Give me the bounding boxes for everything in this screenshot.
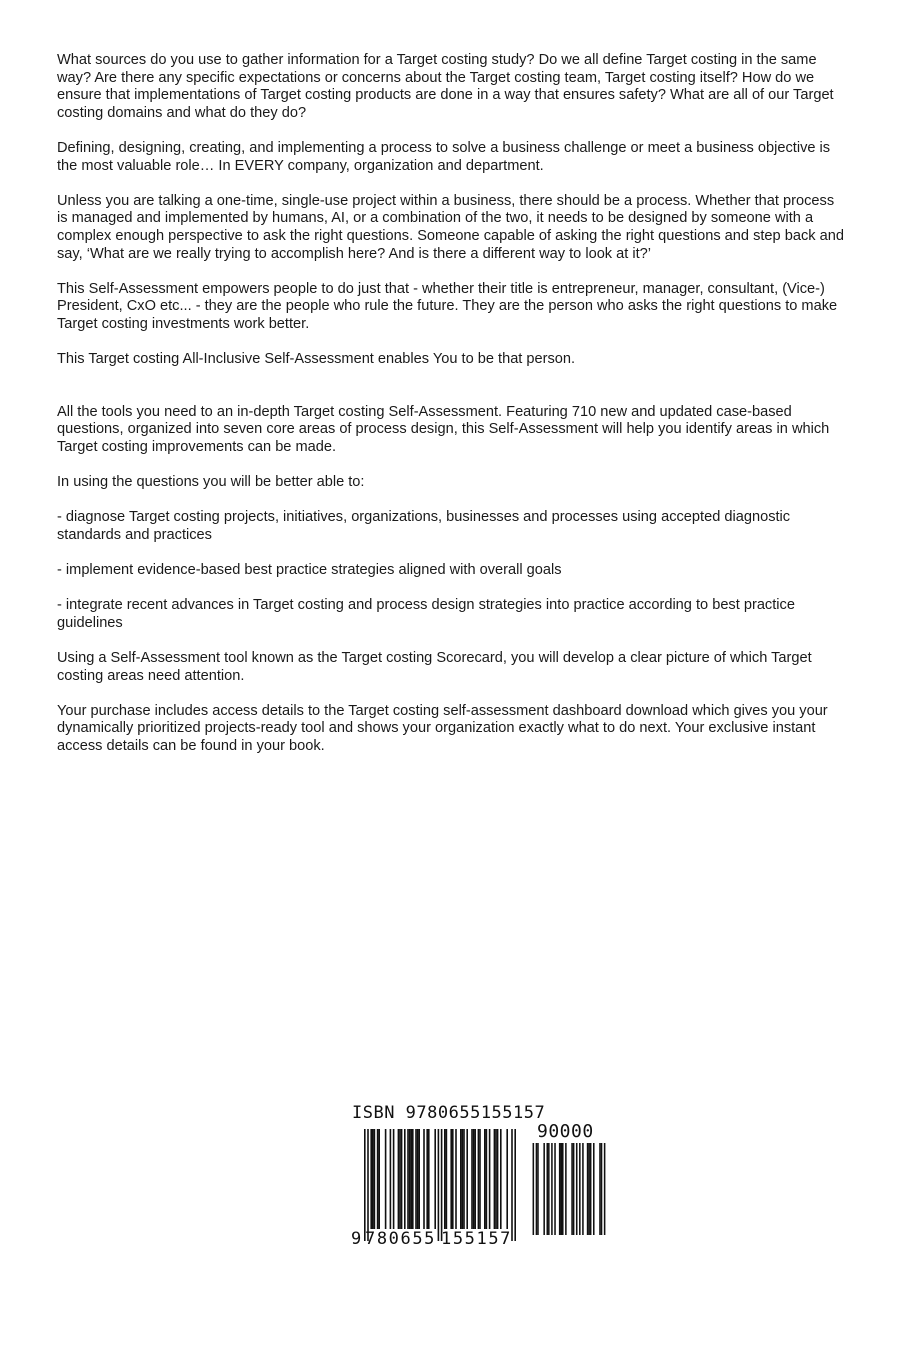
barcode-bar	[478, 1129, 480, 1229]
barcode-bar	[452, 1129, 454, 1229]
barcode-bar	[489, 1129, 491, 1229]
barcode-right-digits: 155157	[441, 1229, 513, 1249]
barcode-bar	[410, 1129, 412, 1229]
addon-bar	[560, 1143, 562, 1235]
barcode-guard-bar	[364, 1129, 366, 1241]
barcode-guard-bar	[441, 1129, 443, 1241]
barcode-bar	[500, 1129, 502, 1229]
isbn-barcode	[351, 1103, 611, 1253]
bullet-integrate: - integrate recent advances in Target costing and process design strategies into practice according to best practice guidelines	[57, 597, 795, 631]
barcode-bar	[377, 1129, 379, 1229]
barcode-bar	[423, 1129, 425, 1229]
addon-bar	[543, 1143, 545, 1235]
barcode-bar	[428, 1129, 430, 1229]
addon-bar	[582, 1143, 584, 1235]
barcode-bar	[463, 1129, 465, 1229]
barcode-bar	[497, 1129, 499, 1229]
barcode-bar	[409, 1129, 411, 1229]
barcode-bar	[390, 1129, 392, 1229]
barcode-bar	[474, 1129, 476, 1229]
addon-price-code: 90000	[537, 1121, 594, 1142]
barcode-bar	[372, 1129, 374, 1229]
barcode-guard-bar	[514, 1129, 516, 1241]
paragraph-enables: This Target costing All-Inclusive Self-Assessment enables You to be that person.	[57, 351, 576, 368]
bullet-implement: - implement evidence-based best practice strategies aligned with overall goals	[57, 562, 562, 579]
addon-bar	[571, 1143, 573, 1235]
barcode-bar	[455, 1129, 457, 1229]
paragraph-scorecard: Using a Self-Assessment tool known as the Target costing Scorecard, you will develop a clear picture of which Target costing areas need attention.	[57, 650, 812, 684]
addon-bar	[562, 1143, 564, 1235]
addon-bar	[533, 1143, 535, 1235]
addon-bar	[554, 1143, 556, 1235]
barcode-bar	[434, 1129, 436, 1229]
barcode-bar	[486, 1129, 488, 1229]
addon-bar	[537, 1143, 539, 1235]
barcode-first-digit: 9	[351, 1229, 362, 1249]
addon-bar	[576, 1143, 578, 1235]
barcode-bar	[415, 1129, 417, 1229]
barcode-bar	[506, 1129, 508, 1229]
paragraph-purchase: Your purchase includes access details to the Target costing self-assessment dashboard download which gives you your dynamically prioritized projects-ready tool and shows your organization exactly what to do next. Your exclusive instant access details can be found in your book.	[57, 702, 828, 754]
addon-bar	[588, 1143, 590, 1235]
barcode-bar	[426, 1129, 428, 1229]
barcode-left-digits: 780655	[365, 1229, 437, 1249]
barcode-bar	[444, 1129, 446, 1229]
addon-bar	[565, 1143, 567, 1235]
addon-bar	[599, 1143, 601, 1235]
paragraph-using-questions: In using the questions you will be better able to:	[57, 474, 365, 491]
barcode-bar	[460, 1129, 462, 1229]
barcode-bar	[370, 1129, 372, 1229]
addon-bar	[590, 1143, 592, 1235]
barcode-bar	[404, 1129, 406, 1229]
addon-bar	[548, 1143, 550, 1235]
addon-bar	[579, 1143, 581, 1235]
barcode-bar	[466, 1129, 468, 1229]
barcode-bar	[495, 1129, 497, 1229]
addon-bar	[587, 1143, 589, 1235]
barcode-bar	[462, 1129, 464, 1229]
barcode-bar	[417, 1129, 419, 1229]
barcode-bar	[479, 1129, 481, 1229]
barcode-bar	[412, 1129, 414, 1229]
paragraph-unless: Unless you are talking a one-time, single-use project within a business, there should be a process. Whether that process is managed and implemented by humans, AI, or a combination of the two, it needs to be designed by someone with a complex enough perspective to ask the right questions. Someone capable of asking the right questions and step back and say, ‘What are we really trying to accomplish here? And is there a different way to look at it?’	[57, 192, 844, 262]
barcode-bar	[450, 1129, 452, 1229]
barcode-bar	[471, 1129, 473, 1229]
description-text	[57, 52, 847, 773]
barcode-bar	[374, 1129, 376, 1229]
addon-bar	[573, 1143, 575, 1235]
barcode-bar	[385, 1129, 387, 1229]
isbn-label: ISBN 9780655155157	[352, 1103, 546, 1123]
barcode-bar	[401, 1129, 403, 1229]
barcode-bars	[351, 1123, 611, 1243]
addon-bar	[559, 1143, 561, 1235]
barcode-bar	[494, 1129, 496, 1229]
addon-bar	[593, 1143, 595, 1235]
barcode-bar	[393, 1129, 395, 1229]
barcode-bar	[446, 1129, 448, 1229]
addon-bar	[601, 1143, 603, 1235]
barcode-bar	[418, 1129, 420, 1229]
addon-bar	[604, 1143, 606, 1235]
barcode-guard-bar	[438, 1129, 440, 1241]
paragraph-defining: Defining, designing, creating, and implementing a process to solve a business challenge or meet a business objective is the most valuable role… In EVERY company, organization and department.	[57, 139, 831, 174]
addon-bar	[536, 1143, 538, 1235]
paragraph-sources: What sources do you use to gather information for a Target costing study? Do we all define Target costing in the same way? Are there any specific expectations or concerns about the Target costing team, Target costing itself? How do we ensure that implementations of Target costing products are done in a way that ensures safety? What are all of our Target costing domains and what do they do?	[57, 52, 834, 121]
paragraph-empowers: This Self-Assessment empowers people to do just that - whether their title is entrepreneur, manager, consultant, (Vice-) President, CxO etc... - they are the people who rule the future. They are the person who asks the right questions to make Target costing investments work better.	[57, 280, 838, 332]
barcode-bar	[378, 1129, 380, 1229]
addon-bar	[547, 1143, 549, 1235]
barcode-bar	[407, 1129, 409, 1229]
barcode-bar	[484, 1129, 486, 1229]
bullet-diagnose: - diagnose Target costing projects, initiatives, organizations, businesses and processes using accepted diagnostic standards and practices	[57, 509, 791, 543]
barcode-guard-bar	[367, 1129, 369, 1241]
barcode-bar	[398, 1129, 400, 1229]
barcode-guard-bar	[511, 1129, 513, 1241]
addon-bar	[551, 1143, 553, 1235]
barcode-bar	[399, 1129, 401, 1229]
paragraph-tools: All the tools you need to an in-depth Target costing Self-Assessment. Featuring 710 new and updated case-based questions, organized into seven core areas of process design, this Self-Assessment will help you identify areas in which Target costing improvements can be made.	[57, 403, 830, 455]
barcode-bar	[473, 1129, 475, 1229]
